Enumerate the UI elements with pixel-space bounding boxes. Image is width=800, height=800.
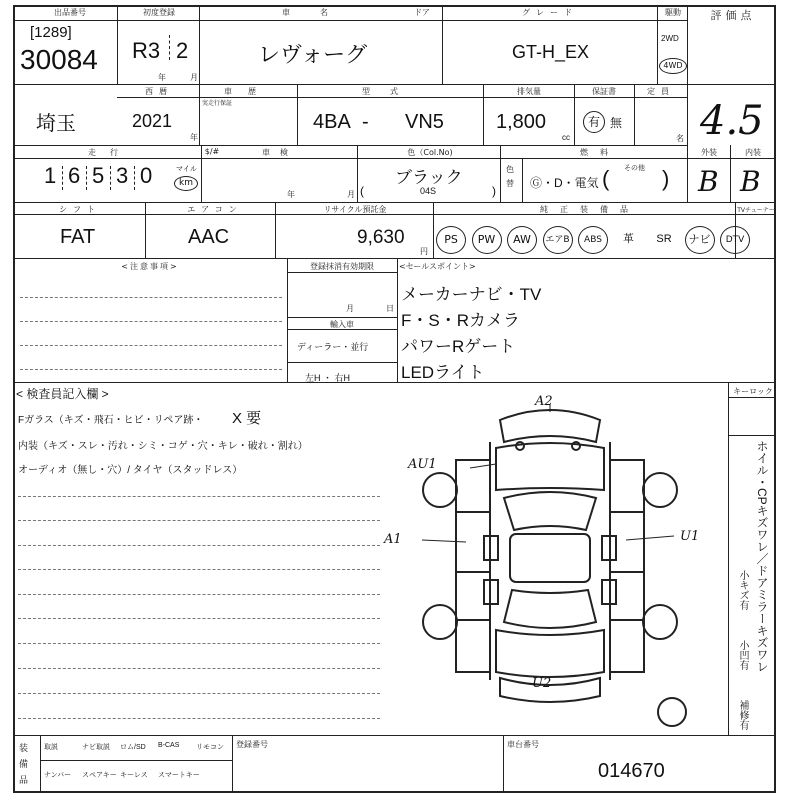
ac-value: AAC: [188, 226, 230, 248]
caution-line-2: [20, 321, 282, 322]
mileage-digit: 0: [140, 163, 153, 188]
v-shift: [145, 202, 146, 258]
model-prefix: 4BA: [313, 111, 351, 133]
diag-a1: A1: [384, 532, 402, 547]
car-name-label: 車名: [282, 8, 358, 17]
row3-bottom: [13, 202, 776, 203]
expiry-hdr: [287, 272, 397, 273]
model-dash: -: [362, 111, 369, 133]
mileage-digit: 6: [68, 163, 81, 188]
drive-4wd-circle: [659, 58, 687, 74]
sales-label: <セールスポイント>: [399, 262, 476, 271]
chassis-no: 014670: [598, 760, 665, 782]
insp-line-4: [18, 569, 380, 570]
ext-label: 外装: [701, 148, 717, 157]
wheel-fr: [643, 473, 677, 507]
dealer-bottom: [287, 362, 397, 363]
side-note-line: 補修有: [737, 700, 748, 730]
score-label: 評価点: [710, 9, 756, 22]
footer-item: リモコン: [196, 744, 224, 751]
v-history: [297, 84, 298, 145]
diag-u2: U2: [532, 676, 552, 691]
mileage-sep: [110, 166, 111, 190]
km-circle: [174, 176, 198, 191]
footer-loc-label: 装 備 品: [19, 743, 29, 785]
footer-item: ナンバー: [44, 772, 72, 779]
km-unit: km: [179, 178, 193, 188]
region-value: 埼玉: [36, 113, 76, 135]
equipment-label: 革: [623, 233, 634, 245]
color-label: 色（Col.No): [407, 148, 453, 157]
interior-value: B: [740, 165, 761, 198]
body-outline: [490, 442, 610, 680]
lot-number: 30084: [20, 44, 98, 75]
chassis-label: 車台番号: [507, 740, 539, 749]
row1-hdr-line: [13, 20, 687, 21]
expiry-month: 月: [346, 304, 354, 313]
equipment-label: DTV: [725, 235, 745, 245]
equipment-label: PW: [477, 233, 496, 246]
import-label: 輸入車: [330, 320, 354, 329]
diag-a2: A2: [535, 394, 553, 409]
equipment-item: [720, 226, 750, 254]
equipment-item: [436, 226, 466, 254]
fuel-paren-close: ): [662, 166, 670, 191]
keylock-box-bottom: [728, 435, 776, 436]
v-inspect: [357, 145, 358, 202]
footer-item: キーレス: [120, 772, 148, 779]
int-label: 内装: [745, 148, 761, 157]
warranty-yes: 有: [587, 115, 600, 129]
lot-small: [1289]: [30, 24, 72, 41]
first-reg-era: R3: [132, 38, 161, 63]
recycle-value: 9,630: [357, 227, 405, 248]
footer-item: B-CAS: [158, 742, 180, 749]
insp-line-5: [18, 594, 380, 595]
paren-close: ): [492, 184, 496, 198]
year-label: 西暦: [145, 87, 173, 96]
paren-open: (: [360, 184, 364, 198]
row1-bottom: [13, 84, 776, 85]
row3-hdr-line: [13, 158, 776, 159]
mileage-sep: [86, 166, 87, 190]
mileage-digit: 1: [44, 163, 57, 188]
notes-bottom: [13, 382, 776, 383]
v-footer-loc: [40, 735, 41, 793]
sales-point: パワーRゲート: [401, 337, 516, 356]
warranty-label: 保証書: [592, 87, 616, 96]
mileage-label: 走行: [88, 148, 132, 157]
keylock-circle: [658, 698, 686, 726]
insp-line-7: [18, 643, 380, 644]
reg-no-label: 登録番号: [236, 740, 268, 749]
mileage-digit: 3: [116, 163, 129, 188]
side-note-line: 小凹有: [737, 640, 748, 670]
equipment-label: SR: [656, 233, 672, 245]
v-recycle: [433, 202, 434, 258]
wheel-fl: [423, 473, 457, 507]
disp-label: 排気量: [517, 87, 541, 96]
equipment-label: 純正装備品: [540, 205, 640, 214]
diag-au1: AU1: [408, 457, 437, 472]
shift-value: FAT: [60, 226, 96, 248]
year-value: 2021: [132, 111, 173, 131]
inspector-line1-mark: X 要: [232, 410, 262, 427]
caution-label: <注意事項>: [121, 262, 179, 271]
v-notes: [287, 258, 288, 382]
footer-item: スペアキー: [82, 772, 117, 779]
footer-top: [13, 735, 776, 736]
equipment-item: [649, 226, 679, 254]
wheel-rr: [643, 605, 677, 639]
sales-point: F・S・Rカメラ: [401, 311, 520, 330]
windshield-shape: [504, 492, 596, 530]
side-note-line: 小キズ有: [737, 570, 748, 610]
expiry-day: 日: [386, 304, 394, 313]
mileage-sep: [134, 166, 135, 190]
v-color: [500, 145, 501, 202]
grade-label: グレード: [522, 8, 578, 17]
ac-label: エアコン: [187, 205, 243, 214]
dealer-text: ディーラー・並行: [297, 342, 369, 352]
insp-line-6: [18, 618, 380, 619]
car-name: レヴォーグ: [258, 42, 368, 67]
mile-unit: マイル: [176, 166, 197, 173]
footer-item: 取説: [44, 744, 58, 751]
drive-2wd: 2WD: [661, 34, 679, 43]
v-ac: [275, 202, 276, 258]
equipment-item: [472, 226, 502, 254]
insp-line-9: [18, 693, 380, 694]
v-footer-reg: [503, 735, 504, 793]
footer-item: スマートキー: [158, 772, 200, 779]
v-fuel: [522, 158, 523, 202]
warranty-yes-circle: [583, 111, 605, 133]
front-bumper-shape: [500, 410, 600, 442]
equipment-label: エアB: [545, 235, 570, 245]
shift-label: シフト: [59, 205, 101, 214]
keylock-hdr: [728, 397, 776, 398]
caution-line-1: [20, 297, 282, 298]
rear-glass-shape: [504, 590, 596, 628]
fuel-label: 燃料: [580, 148, 620, 157]
inspect-year: 年: [287, 190, 295, 199]
inspector-line3: オーディオ（無し・穴）/ タイヤ（スタッドレス）: [18, 465, 243, 476]
equipment-label: ナビ: [688, 233, 711, 246]
wheel-rl: [423, 605, 457, 639]
insp-line-1: [18, 496, 380, 497]
recycle-label: リサイクル預託金: [323, 205, 387, 214]
first-reg-split: [169, 35, 170, 60]
fuel-other: その他: [624, 165, 645, 172]
keylock-label: キーロック: [733, 387, 773, 396]
displacement: 1,800: [496, 111, 547, 133]
repaint-label: 色替: [506, 165, 514, 188]
v-carname: [442, 5, 443, 84]
fuel-options: Ⓖ・D・電気: [530, 176, 599, 190]
diag-u1: U1: [680, 529, 700, 544]
trunk-shape: [496, 630, 604, 677]
history-label: 車歴: [224, 87, 272, 96]
v-lot: [117, 5, 118, 84]
inspector-line2: 内装（キズ・スレ・汚れ・シミ・コゲ・穴・キレ・破れ・割れ）: [18, 441, 308, 452]
mileage-sep: [62, 166, 63, 190]
history-sub: 実走行保証: [202, 101, 233, 107]
tuner-label: TVチューナー: [737, 207, 775, 214]
sales-point: メーカーナビ・TV: [401, 285, 542, 304]
footer-mid: [40, 760, 232, 761]
mileage-digit: 5: [92, 163, 105, 188]
equipment-label: AW: [513, 233, 531, 246]
fuel-paren-open: (: [602, 166, 610, 191]
v-footer-items: [232, 735, 233, 793]
caution-line-3: [20, 345, 282, 346]
side-note-line: ホイル・CPキズワレ／ドアミラーキズワレ: [755, 440, 769, 673]
insp-line-2: [18, 520, 380, 521]
equipment-item: [578, 226, 608, 254]
yen-unit: 円: [420, 247, 428, 256]
v-warranty: [634, 84, 635, 145]
row2-bottom: [13, 145, 687, 146]
cc-unit: cc: [562, 133, 570, 142]
v-drive: [687, 5, 688, 145]
footer-item: ロム/SD: [120, 744, 146, 751]
door-label: ドア: [414, 8, 430, 17]
warranty-no: 無: [610, 116, 623, 130]
first-reg-month-unit: 月: [190, 73, 198, 82]
insp-line-3: [18, 545, 380, 546]
color-code: 04S: [420, 186, 437, 196]
expiry-label: 登録抹消有効期限: [310, 262, 374, 271]
insp-line-10: [18, 718, 380, 719]
mileage-unit-label: $/#: [204, 147, 220, 156]
model-code: VN5: [405, 111, 444, 133]
color-value: ブラック: [395, 168, 463, 187]
equipment-item: [614, 226, 644, 254]
first-reg-month: 2: [176, 38, 189, 63]
equipment-item: [507, 226, 537, 254]
row4-bottom: [13, 258, 776, 259]
inspect-label: 車検: [262, 148, 298, 157]
capacity-unit: 名: [676, 134, 684, 143]
inspector-title: < 検査員記入欄 >: [16, 387, 109, 401]
equipment-label: ABS: [584, 235, 602, 245]
model-label: 型式: [362, 87, 418, 96]
equipment-item: [685, 226, 715, 254]
year-unit: 年: [190, 133, 198, 142]
footer-item: ナビ取説: [82, 744, 110, 751]
v-sales: [397, 258, 398, 382]
caution-line-4: [20, 369, 282, 370]
first-reg-year-unit: 年: [158, 73, 166, 82]
import-top: [287, 317, 397, 318]
hood-shape: [496, 443, 604, 490]
roof-shape: [510, 534, 590, 582]
lot-label: 出品番号: [54, 8, 86, 17]
equipment-item: [543, 226, 573, 254]
drive-label: 駆動: [665, 8, 681, 17]
exterior-value: B: [698, 165, 719, 198]
capacity-label: 定員: [647, 87, 675, 96]
inspector-line1: Fガラス（キズ・飛石・ヒビ・リペア跡・: [18, 415, 204, 426]
steering-text: 左H ・ 右H: [305, 373, 351, 383]
score-value: 4.5: [700, 98, 764, 144]
v-firstreg: [199, 5, 200, 84]
first-reg-label: 初度登録: [143, 8, 175, 17]
insp-line-8: [18, 668, 380, 669]
equipment-label: PS: [444, 233, 458, 246]
sales-point: LEDライト: [401, 363, 485, 382]
inspect-month: 月: [347, 190, 355, 199]
grade-value: GT-H_EX: [512, 42, 590, 62]
drive-4wd: 4WD: [663, 61, 683, 70]
